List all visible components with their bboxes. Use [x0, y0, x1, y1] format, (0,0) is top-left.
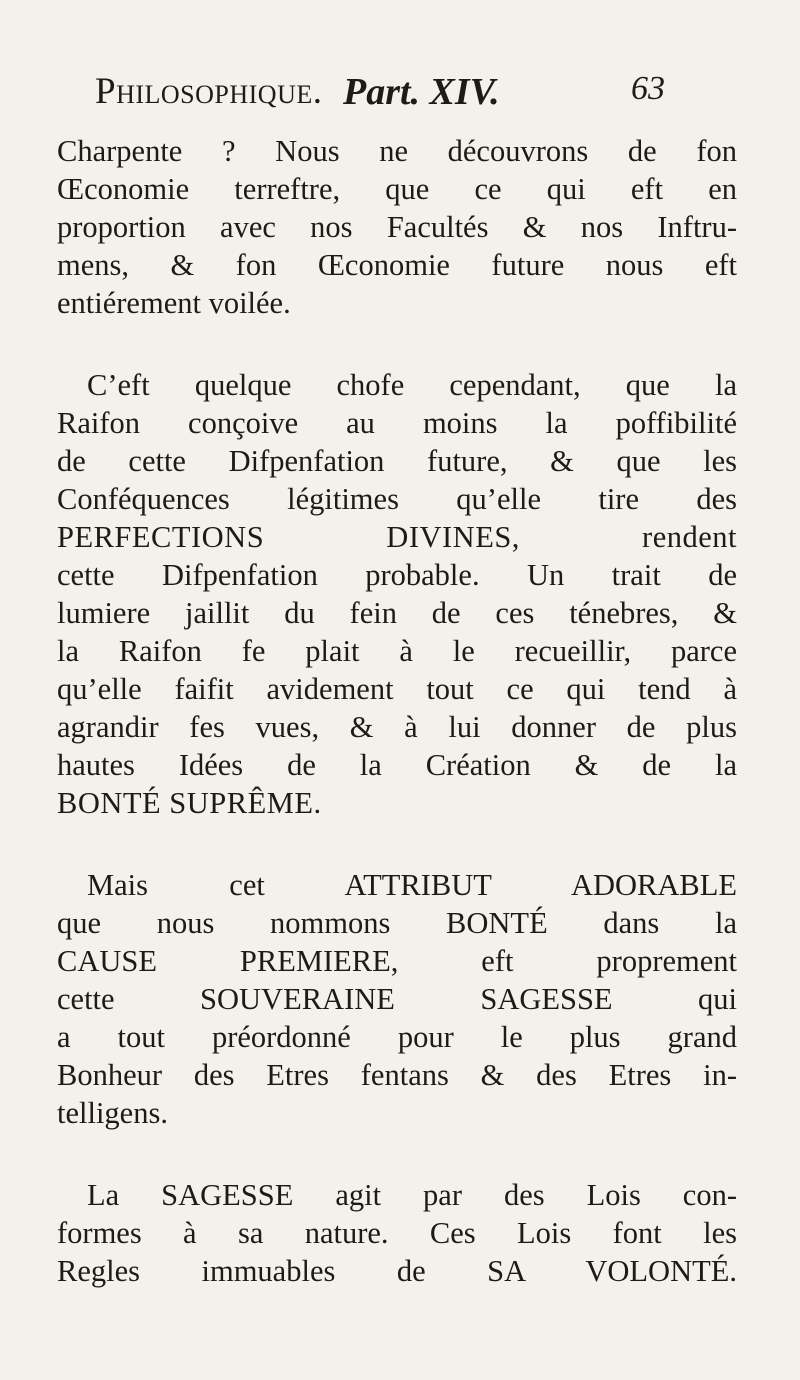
paragraph-3	[57, 866, 737, 1132]
text-line: agrandir fes vues, & à lui donner de plus	[57, 710, 737, 744]
text-line: cette Difpenfation probable. Un trait de	[57, 558, 737, 592]
paragraph-4	[57, 1176, 737, 1290]
paragraph-2	[57, 366, 737, 822]
text-line: Bonheur des Etres fentans & des Etres in-	[57, 1058, 737, 1092]
text-line: PERFECTIONS DIVINES, rendent	[57, 520, 737, 554]
text-line: cette SOUVERAINE SAGESSE qui	[57, 982, 737, 1016]
running-header	[95, 70, 665, 120]
text-line: entiérement voilée.	[57, 286, 291, 320]
page-body	[57, 132, 737, 1334]
text-line: proportion avec nos Facultés & nos Inftru-	[57, 210, 737, 244]
paragraph-1	[57, 132, 737, 322]
text-line: formes à sa nature. Ces Lois font les	[57, 1216, 737, 1250]
text-line: mens, & fon Œconomie future nous eft	[57, 248, 737, 282]
text-line: de cette Difpenfation future, & que les	[57, 444, 737, 478]
text-line: Regles immuables de SA VOLONTÉ.	[57, 1254, 737, 1288]
text-line: BONTÉ SUPRÊME.	[57, 786, 322, 820]
text-line: Œconomie terreftre, que ce qui eft en	[57, 172, 737, 206]
text-line: que nous nommons BONTÉ dans la	[57, 906, 737, 940]
text-line: la Raifon fe plait à le recueillir, parce	[57, 634, 737, 668]
text-line: telligens.	[57, 1096, 168, 1130]
text-line: CAUSE PREMIERE, eft proprement	[57, 944, 737, 978]
text-line: Raifon conçoive au moins la poffibilité	[57, 406, 737, 440]
page-number: 63	[631, 70, 665, 107]
text-line: Mais cet ATTRIBUT ADORABLE	[87, 868, 737, 902]
running-title: Philosophique.	[95, 71, 323, 112]
text-line: C’eft quelque chofe cependant, que la	[87, 368, 737, 402]
text-line: La SAGESSE agit par des Lois con-	[87, 1178, 737, 1212]
text-line: a tout préordonné pour le plus grand	[57, 1020, 737, 1054]
text-line: hautes Idées de la Création & de la	[57, 748, 737, 782]
text-line: qu’elle faifit avidement tout ce qui tend à	[57, 672, 737, 706]
text-line: lumiere jaillit du fein de ces ténebres, &	[57, 596, 737, 630]
text-line: Conféquences légitimes qu’elle tire des	[57, 482, 737, 516]
text-line: Charpente ? Nous ne découvrons de fon	[57, 134, 737, 168]
part-number: Part. XIV.	[343, 71, 500, 113]
